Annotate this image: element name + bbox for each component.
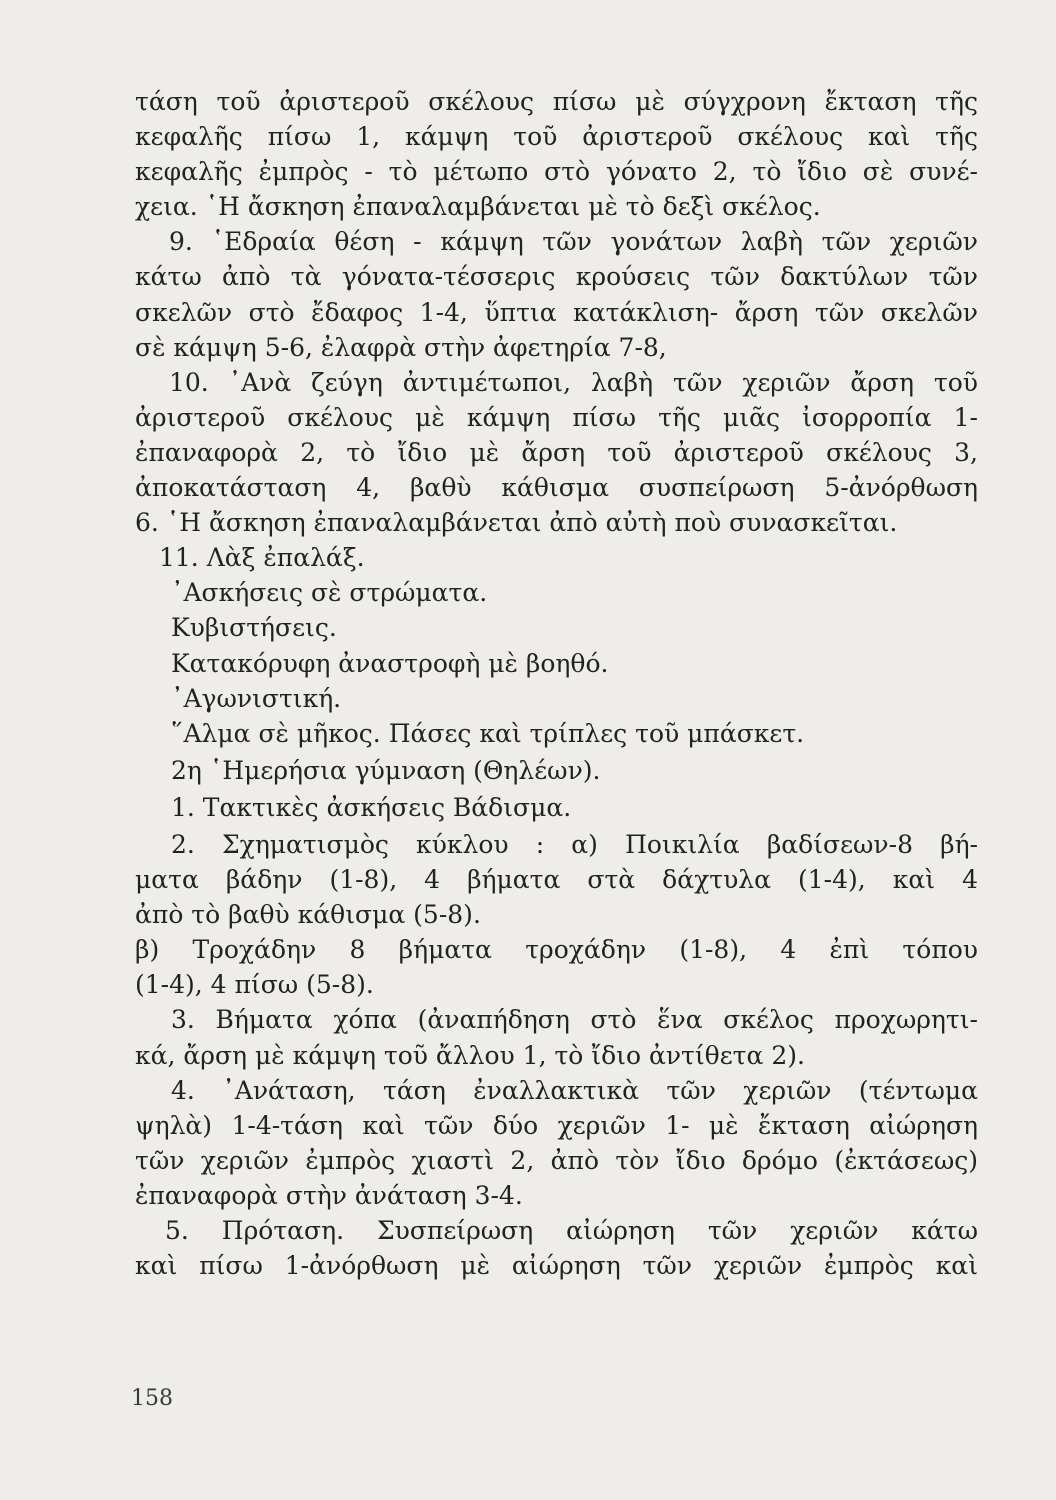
text-line: ἀριστεροῦ σκέλους μὲ κάμψη πίσω τῆς μιᾶς ἰσορροπία 1- — [135, 402, 978, 432]
text-line: 9. ῾Εδραία θέση - κάμψη τῶν γονάτων λαβὴ τῶν χεριῶν — [169, 227, 978, 257]
text-line: ᾿Αγωνιστική. — [171, 683, 342, 713]
text-line: Κυβιστήσεις. — [171, 613, 337, 643]
text-line: τῶν χεριῶν ἐμπρὸς χιαστὶ 2, ἀπὸ τὸν ἴδιο δρόμο (ἐκτάσεως) — [135, 1145, 978, 1175]
text-line: ἐπαναφορὰ στὴν ἀνάταση 3-4. — [135, 1180, 523, 1210]
text-line: (1-4), 4 πίσω (5-8). — [135, 970, 374, 1000]
text-line: σκελῶν στὸ ἔδαφος 1-4, ὕπτια κατάκλιση- ἄρση τῶν σκελῶν — [135, 297, 978, 327]
text-line: 11. Λὰξ ἐπαλάξ. — [159, 543, 365, 573]
page-number: 158 — [131, 1386, 173, 1411]
text-line: ματα βάδην (1-8), 4 βήματα στὰ δάχτυλα (1-4), καὶ 4 — [135, 865, 978, 895]
text-line: 4. ᾿Ανάταση, τάση ἐναλλακτικὰ τῶν χεριῶν (τέντωμα — [171, 1075, 978, 1105]
text-line: 2. Σχηματισμὸς κύκλου : α) Ποικιλία βαδίσεων-8 βή- — [171, 829, 978, 859]
text-line: 10. ᾿Ανὰ ζεύγη ἀντιμέτωποι, λαβὴ τῶν χεριῶν ἄρση τοῦ — [169, 367, 978, 397]
text-line: 6. ῾Η ἄσκηση ἐπαναλαμβάνεται ἀπὸ αὐτὴ ποὺ συνασκεῖται. — [135, 508, 898, 538]
text-line: ἀπὸ τὸ βαθὺ κάθισμα (5-8). — [135, 900, 481, 930]
text-line: καὶ πίσω 1-ἀνόρθωση μὲ αἰώρηση τῶν χεριῶν ἐμπρὸς καὶ — [135, 1251, 978, 1281]
body-text — [135, 84, 978, 1283]
text-line: τάση τοῦ ἀριστεροῦ σκέλους πίσω μὲ σύγχρονη ἔκταση τῆς — [135, 87, 978, 116]
text-line: ἐπαναφορὰ 2, τὸ ἴδιο μὲ ἄρση τοῦ ἀριστεροῦ σκέλους 3, — [135, 437, 978, 467]
section-heading: 2η ῾Ημερήσια γύμναση (Θηλέων). — [171, 755, 601, 785]
text-line: ἀποκατάσταση 4, βαθὺ κάθισμα συσπείρωση 5-ἀνόρθωση — [135, 473, 978, 503]
text-line: κεφαλῆς πίσω 1, κάμψη τοῦ ἀριστεροῦ σκέλους καὶ τῆς — [135, 122, 978, 152]
text-line: κά, ἄρση μὲ κάμψη τοῦ ἄλλου 1, τὸ ἴδιο ἀντίθετα 2). — [135, 1040, 805, 1070]
text-line: 3. Βήματα χόπα (ἀναπήδηση στὸ ἕνα σκέλος προχωρητι- — [171, 1005, 978, 1035]
text-line: ῞Αλμα σὲ μῆκος. Πάσες καὶ τρίπλες τοῦ μπάσκετ. — [171, 718, 805, 748]
text-line: β) Τροχάδην 8 βήματα τροχάδην (1-8), 4 ἐπὶ τόπου — [135, 935, 978, 965]
text-line: σὲ κάμψη 5-6, ἐλαφρὰ στὴν ἀφετηρία 7-8, — [135, 332, 667, 362]
text-line: κάτω ἀπὸ τὰ γόνατα-τέσσερις κρούσεις τῶν δακτύλων τῶν — [135, 262, 978, 292]
text-line: χεια. ῾Η ἄσκηση ἐπαναλαμβάνεται μὲ τὸ δεξὶ σκέλος. — [135, 192, 821, 222]
text-line: ᾿Ασκήσεις σὲ στρώματα. — [171, 578, 488, 608]
text-line: κεφαλῆς ἐμπρὸς - τὸ μέτωπο στὸ γόνατο 2, τὸ ἴδιο σὲ συνέ- — [135, 157, 978, 187]
text-line: 5. Πρόταση. Συσπείρωση αἰώρηση τῶν χεριῶν κάτω — [165, 1216, 978, 1245]
text-line: Κατακόρυφη ἀναστροφὴ μὲ βοηθό. — [171, 648, 609, 678]
text-line: 1. Τακτικὲς ἀσκήσεις Βάδισμα. — [171, 792, 572, 822]
text-line: ψηλὰ) 1-4-τάση καὶ τῶν δύο χεριῶν 1- μὲ ἔκταση αἰώρηση — [135, 1110, 978, 1140]
